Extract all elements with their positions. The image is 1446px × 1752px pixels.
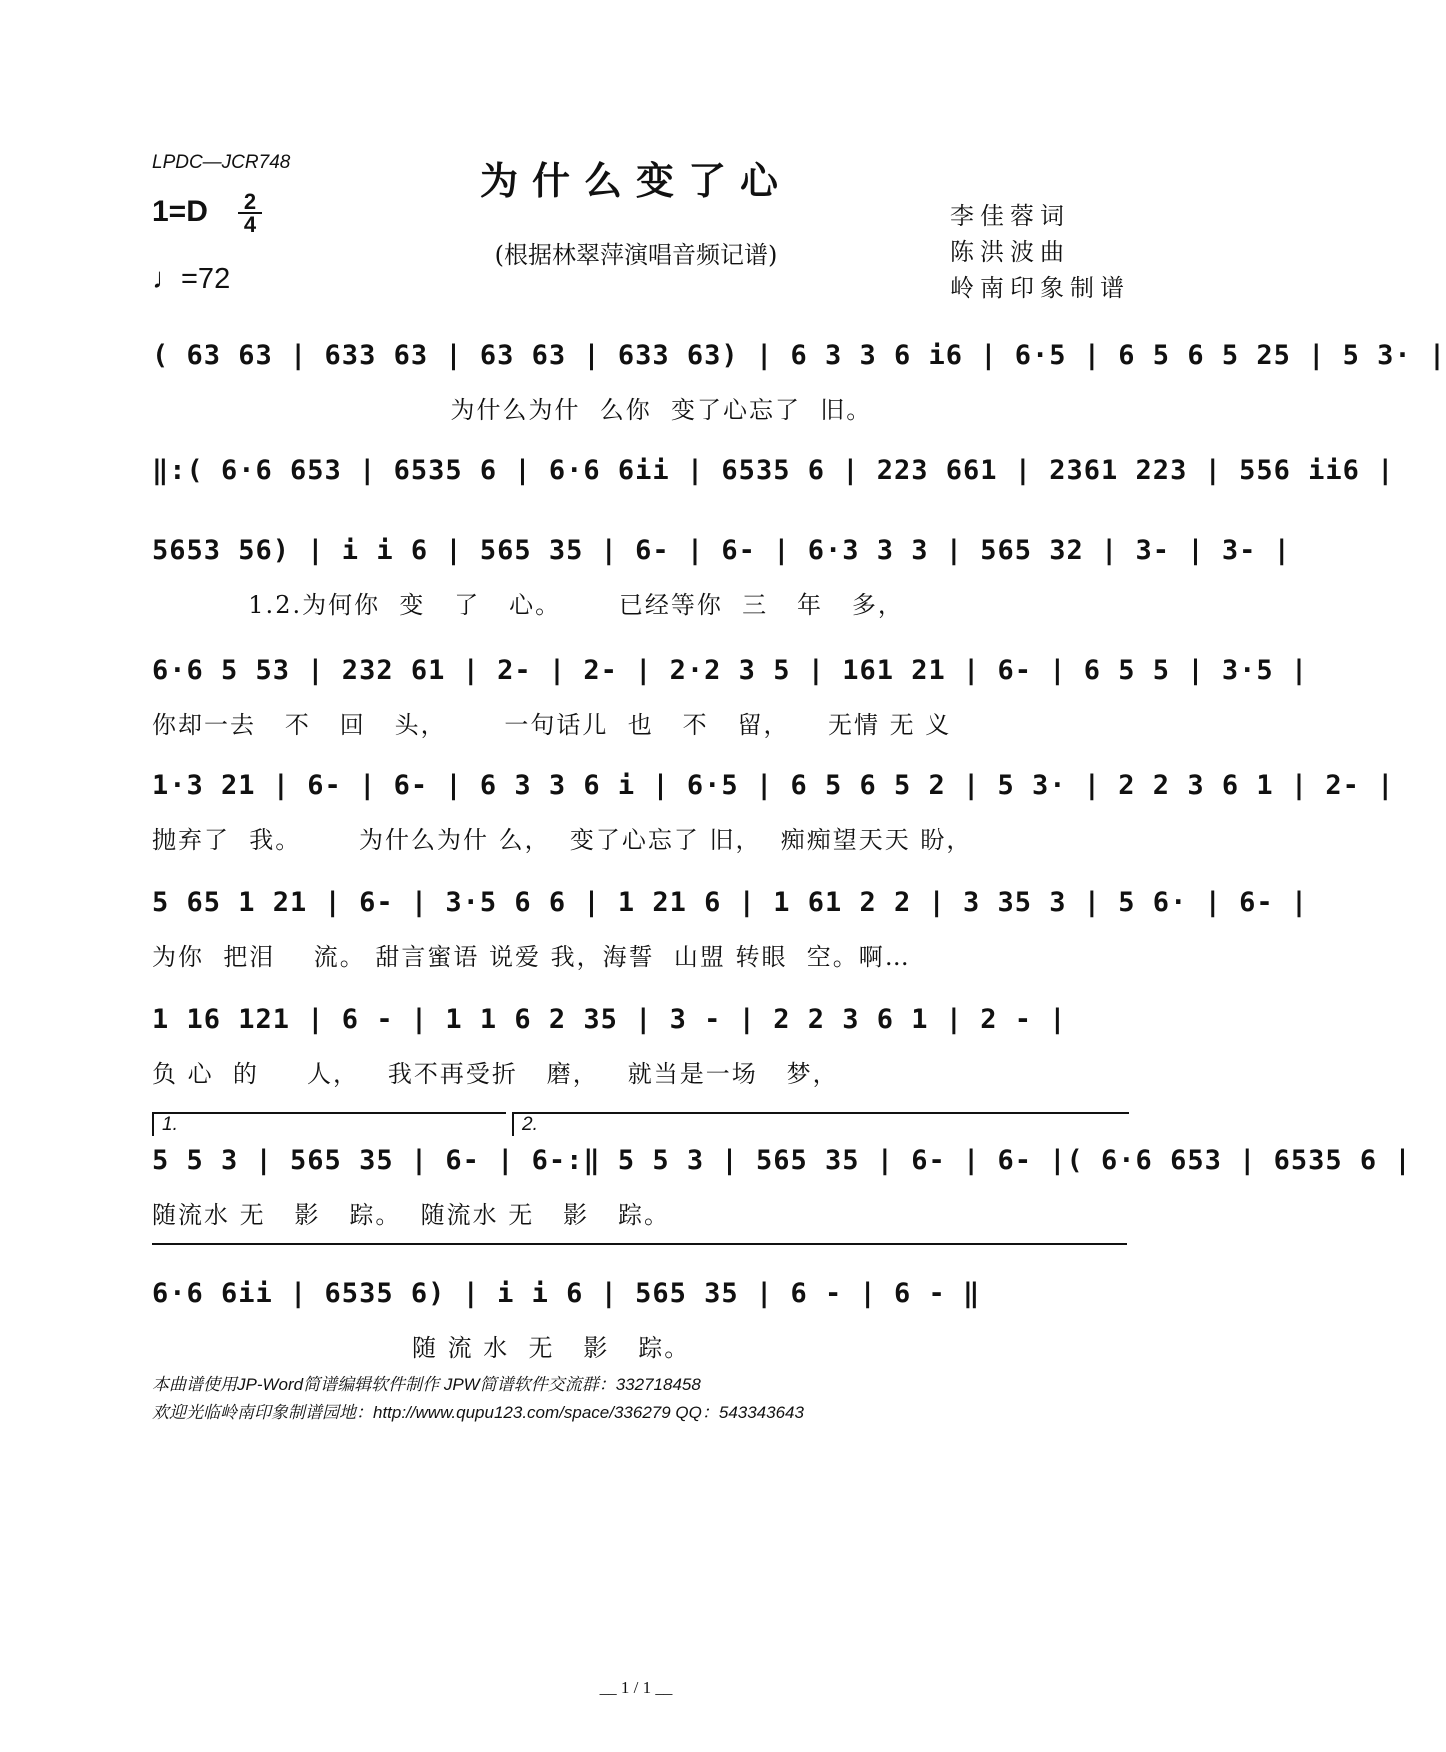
notation-line: 5653 56) | i i 6 | 565 35 | 6- | 6- | 6·3 3 3 | 565 32 | 3- | 3- | [152,535,1291,566]
lyric-line: 你却一去 不 回 头， 一句话儿 也 不 留， 无情 无 义 [152,711,952,739]
notation-line: ‖:( 6·6 653 | 6535 6 | 6·6 6ii | 6535 6 | 223 661 | 2361 223 | 556 ii6 | [152,455,1395,486]
time-signature-bottom: 4 [243,212,257,237]
notation-line: 1·3 21 | 6- | 6- | 6 3 3 6 i | 6·5 | 6 5 6 5 2 | 5 3· | 2 2 3 6 1 | 2- | [152,770,1395,801]
page-number: __ 1 / 1 __ [599,1678,673,1697]
notation-line: 5 65 1 21 | 6- | 3·5 6 6 | 1 21 6 | 1 61 2 2 | 3 35 3 | 5 6· | 6- | [152,887,1309,918]
lyric-line: 抛弃了 我。 为什么为什 么， 变了心忘了 旧， 痴痴望天天 盼， [152,826,973,854]
credits [950,198,1130,306]
key-signature: 1=D [152,195,208,228]
arranger: 岭南印象制谱 [950,274,1130,302]
lyric-line: 为什么为什 么你 变了心忘了 旧。 [152,396,873,424]
notation-line: 1 16 121 | 6 - | 1 1 6 2 35 | 3 - | 2 2 3 6 1 | 2 - | [152,1004,1067,1035]
lyric-line: 随 流 水 无 影 踪。 [152,1334,691,1362]
song-subtitle: (根据林翠萍演唱音频记谱) [494,241,778,269]
system-divider [152,1243,1127,1245]
lyric-line: 为你 把泪 流。 甜言蜜语 说爱 我，海誓 山盟 转眼 空。啊… [152,943,911,971]
score-code: LPDC—JCR748 [152,152,291,173]
song-title: 为什么变了心 [479,158,792,203]
volta-second [512,1112,1129,1136]
time-signature-top: 2 [243,189,257,214]
lyric-line: 负 心 的 人， 我不再受折 磨， 就当是一场 梦， [152,1060,839,1088]
footer-line-2: 欢迎光临岭南印象制谱园地：http://www.qupu123.com/space/336279 QQ：543343643 [152,1403,804,1422]
notation-line: 5 5 3 | 565 35 | 6- | 6-:‖ 5 5 3 | 565 35 | 6- | 6- |( 6·6 653 | 6535 6 | [152,1145,1412,1176]
lyricist: 李佳蓉词 [950,202,1070,230]
time-signature [238,189,262,237]
lyric-line: 随流水 无 影 踪。 随流水 无 影 踪。 [152,1201,671,1229]
volta-first-label: 1. [162,1114,178,1135]
notation-line: 6·6 5 53 | 232 61 | 2- | 2- | 2·2 3 5 | 161 21 | 6- | 6 5 5 | 3·5 | [152,655,1309,686]
notation-line: 6·6 6ii | 6535 6) | i i 6 | 565 35 | 6 - | 6 - ‖ [152,1278,981,1309]
composer: 陈洪波曲 [950,238,1070,266]
tempo-marking: ♩=72 [152,263,231,295]
volta-second-label: 2. [522,1114,538,1135]
lyric-line: 1.2.为何你 变 了 心。 已经等你 三 年 多， [152,591,904,619]
volta-first [152,1112,506,1136]
notation-line: ( 63 63 | 633 63 | 63 63 | 633 63) | 6 3 3 6 i6 | 6·5 | 6 5 6 5 25 | 5 3· | [152,340,1446,371]
footer-line-1: 本曲谱使用JP-Word简谱编辑软件制作 JPW简谱软件交流群：332718458 [152,1375,701,1394]
